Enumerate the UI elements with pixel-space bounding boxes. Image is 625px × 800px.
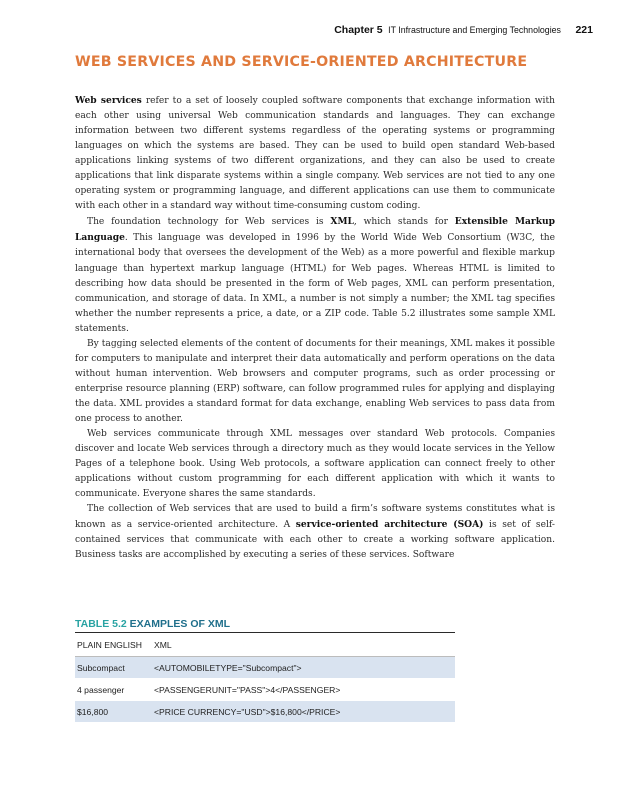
page-number: 221 [575,24,593,36]
xml-cell: <PRICE CURRENCY="USD">$16,800</PRICE> [152,701,455,723]
section-heading: WEB SERVICES AND SERVICE-ORIENTED ARCHITECTURE [75,54,528,70]
column-header-plain-english: PLAIN ENGLISH [75,633,152,657]
plain-english-cell: Subcompact [75,657,152,679]
paragraph-text: , which stands for [353,217,455,228]
chapter-title: IT Infrastructure and Emerging Technologies [388,25,561,35]
paragraph-text: refer to a set of loosely coupled software components that exchange information with each other using universal Web communication standards and languages. They can exchange information between two different systems regardless of the operating systems or programming languages on which the systems are based. They can be used to build open standard Web-based applications linking systems of two different organizations, and they can also be used to create applications that link disparate systems within a single company. Web services are not tied to any one operating system or programming language, and different applications can use them to communicate with each other in a standard way without time-consuming custom coding. [75,96,555,212]
paragraph: Web services communicate through XML messages over standard Web protocols. Companies discover and locate Web services through a directory much as they would locate services in the Yellow Pages of a telephone book. Using Web protocols, a software application can connect freely to other applications without custom programming for each different application with which it wants to communicate. Everyone shares the same standards. [75,429,555,500]
running-head [0,24,593,36]
paragraph-text: is set of self-contained services that communicate with each other to create a working software application. Business tasks are accomplished by executing a series of these services. Software [75,520,555,561]
paragraph [75,93,555,214]
table-row [75,657,455,679]
xml-examples-table [75,632,455,723]
paragraph-text: The foundation technology for Web services is [87,217,331,228]
paragraph: By tagging selected elements of the content of documents for their meanings, XML makes it possible for computers to manipulate and interpret their data automatically and perform operations on the data without human intervention. Web browsers and computer programs, such as order processing or enterprise resource planning (ERP) software, can follow programmed rules for applying and displaying the data. XML provides a standard format for data exchange, enabling Web services to pass data from one process to another. [75,338,555,424]
table-row [75,679,455,701]
table-caption [75,618,230,630]
table-title: EXAMPLES OF XML [129,618,230,630]
key-term: Extensible Markup Language [75,216,555,244]
key-term: service-oriented architecture (SOA) [295,519,484,531]
xml-cell: <AUTOMOBILETYPE="Subcompact"> [152,657,455,679]
column-header-xml: XML [152,633,455,657]
plain-english-cell: 4 passenger [75,679,152,701]
xml-cell: <PASSENGERUNIT="PASS">4</PASSENGER> [152,679,455,701]
paragraph-text: The collection of Web services that are used to build a firm’s software systems constitutes what is known as a service-oriented architecture. A [75,504,555,531]
paragraph [75,502,555,563]
plain-english-cell: $16,800 [75,701,152,723]
key-term: XML [330,216,354,228]
key-term: Web services [75,95,142,106]
paragraph [75,214,555,336]
table-header-row [75,633,455,657]
paragraph-text: . This language was developed in 1996 by the World Wide Web Consortium (W3C, the international body that oversees the development of the Web) as a more powerful and flexible markup language than hypertext markup language (HTML) for Web pages. Whereas HTML is limited to describing how data should be presented in the form of Web pages, XML can perform presentation, communication, and storage of data. In XML, a number is not simply a number; the XML tag specifies whether the number represents a price, a date, or a ZIP code. Table 5.2 illustrates some sample XML statements. [75,233,555,334]
table-number: TABLE 5.2 [75,618,127,630]
body-text [75,93,555,563]
chapter-label: Chapter 5 [334,24,383,36]
table-row [75,701,455,723]
